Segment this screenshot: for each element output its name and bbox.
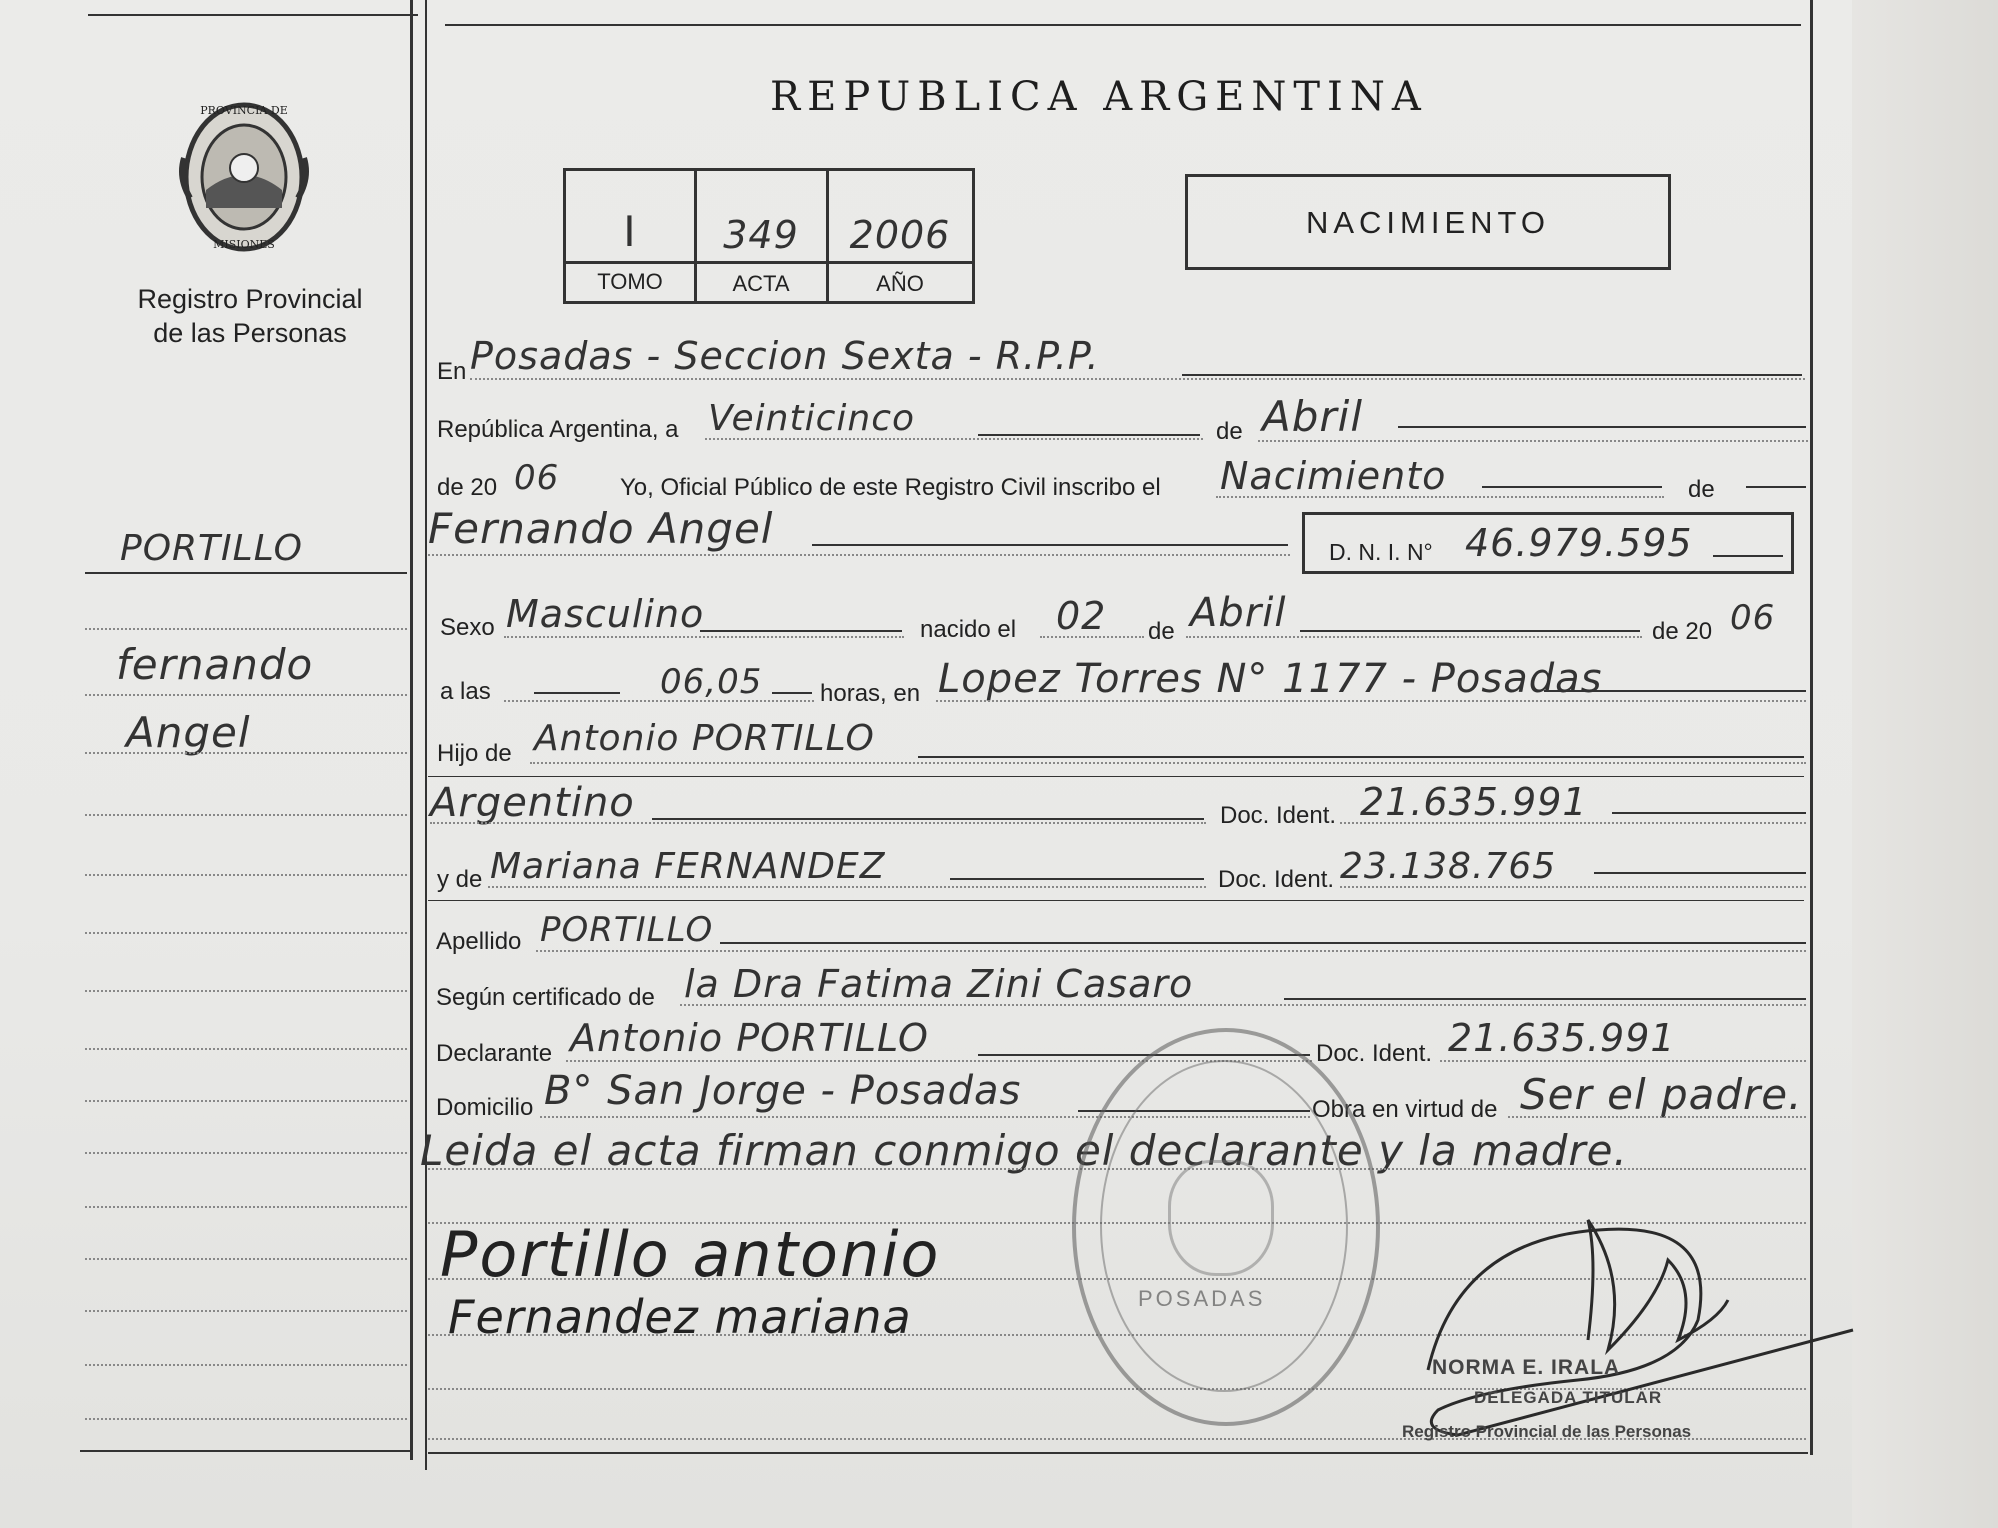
left-rule xyxy=(85,1418,407,1420)
apellido-value: PORTILLO xyxy=(540,910,714,950)
officer-name: NORMA E. IRALA xyxy=(1432,1356,1621,1379)
father-nationality: Argentino xyxy=(430,780,635,826)
obra-value: Ser el padre. xyxy=(1520,1070,1803,1119)
left-rule xyxy=(85,628,407,630)
person-value: Fernando Angel xyxy=(428,504,774,553)
tomo-label: TOMO xyxy=(597,269,663,294)
top-rule-left xyxy=(88,14,418,16)
record-box-divider xyxy=(566,261,972,264)
left-rule xyxy=(85,1258,407,1260)
registry-name-line1: Registro Provincial xyxy=(137,284,363,314)
alas-label: a las xyxy=(440,678,491,705)
nacido-label: nacido el xyxy=(920,616,1017,643)
sexo-value: Masculino xyxy=(506,592,705,636)
row-rule-fill xyxy=(428,776,1804,777)
left-bottom-rule xyxy=(80,1450,410,1452)
birth-month: Abril xyxy=(1190,590,1287,636)
yo-label: Yo, Oficial Público de este Registro Civil inscribo el xyxy=(620,474,1161,501)
row-rule-fill xyxy=(1746,486,1806,488)
signature-father: Portillo antonio xyxy=(440,1218,941,1291)
left-given-name-2: Angel xyxy=(126,708,251,757)
acta-value: 349 xyxy=(723,213,799,257)
left-rule xyxy=(85,1310,407,1312)
left-rule xyxy=(85,1152,407,1154)
signature-mother: Fernandez mariana xyxy=(448,1290,912,1344)
doc-label-2: Doc. Ident. xyxy=(1218,866,1335,893)
de20-label-2: de 20 xyxy=(1652,618,1713,645)
row-rule xyxy=(1340,822,1806,824)
province-seal xyxy=(176,98,312,256)
doc-label-3: Doc. Ident. xyxy=(1316,1040,1433,1067)
stamp-center-text: POSADAS xyxy=(1138,1286,1266,1311)
doc-label: Doc. Ident. xyxy=(1220,802,1337,829)
row-rule xyxy=(1216,496,1664,498)
left-panel-divider xyxy=(410,0,413,1460)
declarante-value: Antonio PORTILLO xyxy=(570,1016,929,1060)
segun-value: la Dra Fatima Zini Casaro xyxy=(684,962,1194,1006)
sexo-label: Sexo xyxy=(440,614,495,641)
note-value: Leida el acta firman conmigo el declarante y la madre. xyxy=(420,1126,1628,1175)
de-label: de xyxy=(1216,418,1243,445)
republica-label: República Argentina, a xyxy=(437,416,679,443)
row-rule xyxy=(428,554,1290,556)
row-rule-fill xyxy=(978,434,1200,436)
left-rule xyxy=(85,752,407,754)
record-type-label: NACIMIENTO xyxy=(1305,205,1551,240)
left-rule xyxy=(85,814,407,816)
row-rule xyxy=(470,378,1805,380)
page-edge xyxy=(1852,0,1998,1528)
birth-year: 06 xyxy=(1730,598,1776,638)
row-rule xyxy=(504,636,904,638)
row-rule xyxy=(1258,440,1808,442)
place-value: Lopez Torres N° 1177 - Posadas xyxy=(938,656,1603,702)
domicilio-value: B° San Jorge - Posadas xyxy=(544,1068,1022,1114)
stamp-emblem xyxy=(1168,1160,1274,1276)
de-label-2: de xyxy=(1688,476,1715,503)
officer-office: Registro Provincial de las Personas xyxy=(1402,1422,1692,1441)
row-rule xyxy=(1040,636,1144,638)
row-rule-fill xyxy=(772,692,812,694)
officer-title: DELEGADA TITULAR xyxy=(1474,1388,1663,1407)
row-rule xyxy=(705,438,1203,440)
left-surname: PORTILLO xyxy=(120,528,304,569)
declarante-label: Declarante xyxy=(436,1040,553,1067)
dni-value: 46.979.595 xyxy=(1465,521,1693,565)
seal-top-text: PROVINCIA DE xyxy=(200,104,288,117)
row-rule xyxy=(536,950,1806,952)
de-label-3: de xyxy=(1148,618,1175,645)
row-rule-fill xyxy=(700,630,902,632)
mother-value: Mariana FERNANDEZ xyxy=(490,846,886,887)
month-value: Abril xyxy=(1262,392,1363,441)
left-rule xyxy=(85,874,407,876)
left-rule xyxy=(85,694,407,696)
year-value: 06 xyxy=(514,458,560,498)
de20-label: de 20 xyxy=(437,474,498,501)
row-rule-fill xyxy=(1300,630,1640,632)
registry-name-line2: de las Personas xyxy=(153,318,347,348)
time-value: 06,05 xyxy=(660,662,763,702)
left-rule xyxy=(85,1100,407,1102)
left-given-name-1: fernando xyxy=(116,640,314,689)
row-rule-fill xyxy=(652,818,1204,820)
row-rule xyxy=(680,1004,1806,1006)
apellido-label: Apellido xyxy=(436,928,522,955)
record-type-box xyxy=(1185,174,1671,270)
seal-bottom-text: MISIONES xyxy=(213,238,275,251)
day-value: Veinticinco xyxy=(708,398,916,439)
obra-label: Obra en virtud de xyxy=(1312,1096,1498,1123)
father-doc-value: 21.635.991 xyxy=(1360,780,1588,824)
birth-day: 02 xyxy=(1056,594,1107,638)
row-rule-fill xyxy=(812,544,1288,546)
en-value: Posadas - Seccion Sexta - R.P.P. xyxy=(470,334,1100,378)
row-rule xyxy=(1186,636,1642,638)
row-rule xyxy=(430,822,1206,824)
tomo-value: I xyxy=(623,207,637,256)
anio-value: 2006 xyxy=(849,213,951,257)
left-rule xyxy=(85,990,407,992)
left-rule xyxy=(85,1364,407,1366)
registry-name xyxy=(110,282,390,350)
left-rule xyxy=(85,932,407,934)
row-rule xyxy=(530,762,1806,764)
row-rule-fill xyxy=(918,756,1804,758)
row-rule xyxy=(1340,886,1806,888)
record-number-box xyxy=(563,168,975,304)
row-rule-fill xyxy=(1482,486,1662,488)
row-rule-fill xyxy=(720,942,1806,944)
row-rule-fill xyxy=(1284,998,1806,1000)
country-title: REPUBLICA ARGENTINA xyxy=(770,74,1428,120)
left-rule xyxy=(85,1048,407,1050)
horas-label: horas, en xyxy=(820,680,921,707)
act-value: Nacimiento xyxy=(1220,454,1447,498)
officer-signature xyxy=(1398,1200,1858,1460)
row-rule xyxy=(1440,1060,1806,1062)
row-rule xyxy=(1508,1116,1806,1118)
left-rule xyxy=(85,1206,407,1208)
dni-box xyxy=(1302,512,1794,574)
row-rule-fill xyxy=(1612,812,1806,814)
segun-label: Según certificado de xyxy=(436,984,655,1011)
declarante-doc-value: 21.635.991 xyxy=(1448,1016,1676,1060)
en-label: En xyxy=(437,358,467,385)
row-rule xyxy=(936,700,1806,702)
row-rule-fill xyxy=(534,692,620,694)
top-rule-right xyxy=(445,24,1801,26)
row-rule-fill xyxy=(428,900,1804,901)
anio-label: AÑO xyxy=(876,271,924,296)
row-rule-fill xyxy=(1544,690,1806,692)
yde-label: y de xyxy=(437,866,483,893)
row-rule xyxy=(488,886,1206,888)
left-surname-rule xyxy=(85,572,407,574)
form-left-border xyxy=(425,0,427,1470)
dni-label: D. N. I. N° xyxy=(1329,539,1433,565)
acta-label: ACTA xyxy=(732,271,790,296)
mother-doc-value: 23.138.765 xyxy=(1340,846,1557,887)
row-rule-fill xyxy=(1182,374,1802,376)
row-rule-fill xyxy=(1594,872,1806,874)
father-value: Antonio PORTILLO xyxy=(534,718,875,759)
hijo-label: Hijo de xyxy=(437,740,512,767)
row-rule-fill xyxy=(1398,426,1806,428)
row-rule-fill xyxy=(950,878,1204,880)
row-rule xyxy=(504,700,814,702)
domicilio-label: Domicilio xyxy=(436,1094,534,1121)
dni-rule xyxy=(1713,555,1783,557)
